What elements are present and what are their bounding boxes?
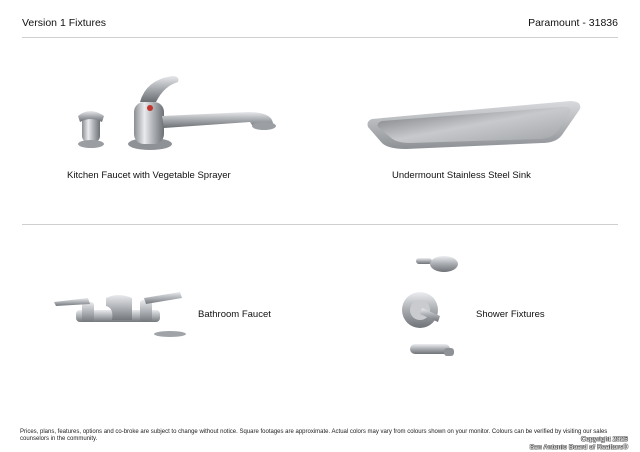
- bathroom-faucet-caption: Bathroom Faucet: [198, 309, 271, 320]
- copyright-line-2: San Antonio Board of Realtors®: [529, 444, 628, 451]
- top-divider: [22, 37, 618, 38]
- shower-fixtures-image: [396, 248, 468, 368]
- stainless-sink-caption: Undermount Stainless Steel Sink: [392, 170, 531, 181]
- header-right-title: Paramount - 31836: [528, 17, 618, 29]
- header-left-title: Version 1 Fixtures: [22, 17, 107, 29]
- disclaimer-text: Prices, plans, features, options and co-broke are subject to change without notice. Square footages are approximate. Actual colors may vary from colours shown on your monitor. Colours can be verified by visiting our sales counselors in the community.: [20, 429, 608, 442]
- shower-fixtures-caption: Shower Fixtures: [476, 309, 545, 320]
- kitchen-faucet-caption: Kitchen Faucet with Vegetable Sprayer: [67, 170, 231, 181]
- kitchen-faucet-image: [68, 72, 288, 160]
- middle-divider: [22, 224, 618, 225]
- bathroom-faucet-image: [48, 288, 190, 340]
- stainless-sink-image: [366, 95, 586, 153]
- copyright-line-1: Copyright 2025: [581, 436, 628, 443]
